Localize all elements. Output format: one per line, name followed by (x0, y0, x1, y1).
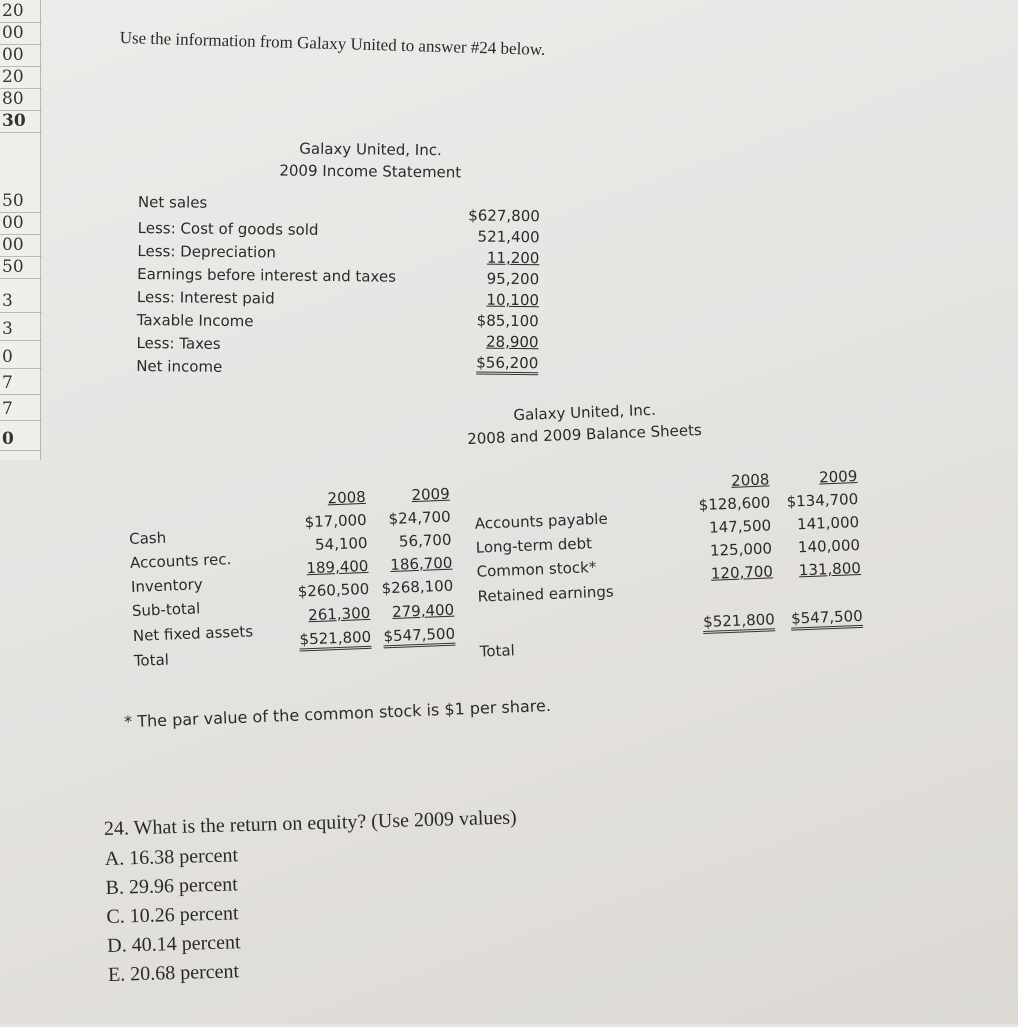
margin-number: 00 (0, 234, 42, 257)
margin-number: 20 (0, 0, 42, 23)
bs-asset-2008: $17,000 (304, 510, 367, 532)
margin-number: 50 (0, 190, 42, 213)
is-label: Less: Cost of goods sold (137, 218, 319, 239)
assets-header-2008: 2008 (327, 487, 367, 508)
bs-asset-2008: 54,100 (314, 533, 368, 554)
bs-liab-label: Accounts payable (474, 509, 608, 533)
margin-number: 3 (0, 318, 42, 341)
margin-number: 0 (0, 346, 42, 369)
margin-number: 50 (0, 256, 42, 279)
margin-number: 3 (0, 290, 42, 313)
bs-asset-label: Net fixed assets (132, 622, 254, 645)
is-label: Less: Depreciation (137, 241, 277, 262)
is-label: Taxable Income (136, 310, 254, 331)
income-statement-company: Galaxy United, Inc. (299, 139, 442, 160)
intro-text: Use the information from Galaxy United to answer #24 below. (119, 28, 546, 59)
bs-liab-label: Total (479, 641, 516, 661)
bs-asset-label: Cash (128, 528, 167, 549)
bs-liab-2008: 125,000 (709, 539, 773, 560)
is-value: 521,400 (477, 227, 540, 247)
footnote: * The par value of the common stock is $1 per share. (123, 695, 552, 732)
liab-header-2009: 2009 (818, 467, 858, 487)
is-value: $85,100 (476, 311, 539, 331)
is-label: Earnings before interest and taxes (137, 264, 397, 286)
margin-number: 7 (0, 372, 42, 395)
bs-asset-2008: $260,500 (297, 579, 370, 601)
is-value: $56,200 (438, 353, 538, 372)
balance-sheet-company: Galaxy United, Inc. (513, 400, 657, 425)
assets-header-2009: 2009 (411, 484, 451, 505)
is-label: Less: Interest paid (136, 287, 275, 308)
answer-option: D. 40.14 percent (106, 931, 241, 957)
bs-liab-2009: 141,000 (796, 512, 860, 534)
bs-liab-label: Long-term debt (475, 534, 593, 557)
is-value: 28,900 (485, 332, 539, 352)
bs-liab-2009: $547,500 (762, 607, 863, 629)
answer-option: A. 16.38 percent (104, 844, 239, 870)
bs-asset-2009: 186,700 (390, 553, 453, 575)
bs-asset-2008: 261,300 (307, 603, 371, 625)
question-text: 24. What is the return on equity? (Use 2009 values) (103, 806, 517, 840)
bs-asset-2009: $268,100 (381, 576, 454, 598)
margin-number: 7 (0, 398, 42, 421)
answer-option: E. 20.68 percent (107, 960, 240, 986)
bs-asset-label: Sub-total (131, 599, 201, 620)
bs-liab-label: Retained earnings (477, 582, 615, 606)
balance-sheet-title: 2008 and 2009 Balance Sheets (466, 420, 703, 448)
is-value: 95,200 (486, 269, 540, 289)
bs-asset-2008: 189,400 (306, 556, 369, 578)
bs-liab-2008: 120,700 (710, 562, 774, 583)
answer-option: B. 29.96 percent (105, 873, 239, 899)
bs-asset-2009: $24,700 (388, 507, 451, 529)
bs-asset-2009: 279,400 (391, 600, 455, 621)
bs-liab-2009: $134,700 (786, 490, 859, 511)
bs-asset-label: Accounts rec. (129, 550, 232, 572)
bs-asset-label: Inventory (130, 575, 203, 596)
margin-number: 0 (0, 428, 42, 451)
margin-number: 00 (0, 212, 42, 235)
income-statement-title: 2009 Income Statement (279, 161, 462, 182)
liab-header-2008: 2008 (730, 470, 770, 490)
is-value: 11,200 (486, 248, 540, 268)
is-label: Net income (136, 356, 223, 376)
is-label: Less: Taxes (136, 333, 221, 353)
bs-asset-2008: $521,800 (271, 628, 372, 650)
bs-asset-2009: $547,500 (355, 625, 456, 647)
bs-asset-label: Total (133, 650, 170, 670)
margin-number: 80 (0, 88, 42, 111)
bs-liab-2008: 147,500 (708, 516, 772, 537)
bs-liab-label: Common stock* (476, 558, 597, 581)
is-value: $627,800 (468, 206, 540, 226)
is-label: Net sales (137, 193, 208, 212)
bs-liab-2008: $521,800 (674, 610, 775, 632)
answer-option: C. 10.26 percent (106, 902, 239, 928)
bs-liab-2009: 140,000 (797, 535, 861, 557)
margin-number: 00 (0, 22, 42, 45)
bs-liab-2008: $128,600 (698, 493, 771, 515)
margin-number: 20 (0, 66, 42, 89)
margin-number: 00 (0, 44, 42, 67)
bs-liab-2009: 131,800 (798, 558, 862, 580)
margin-number: 30 (0, 110, 42, 133)
is-value: 10,100 (486, 290, 540, 310)
bs-asset-2009: 56,700 (398, 530, 452, 551)
